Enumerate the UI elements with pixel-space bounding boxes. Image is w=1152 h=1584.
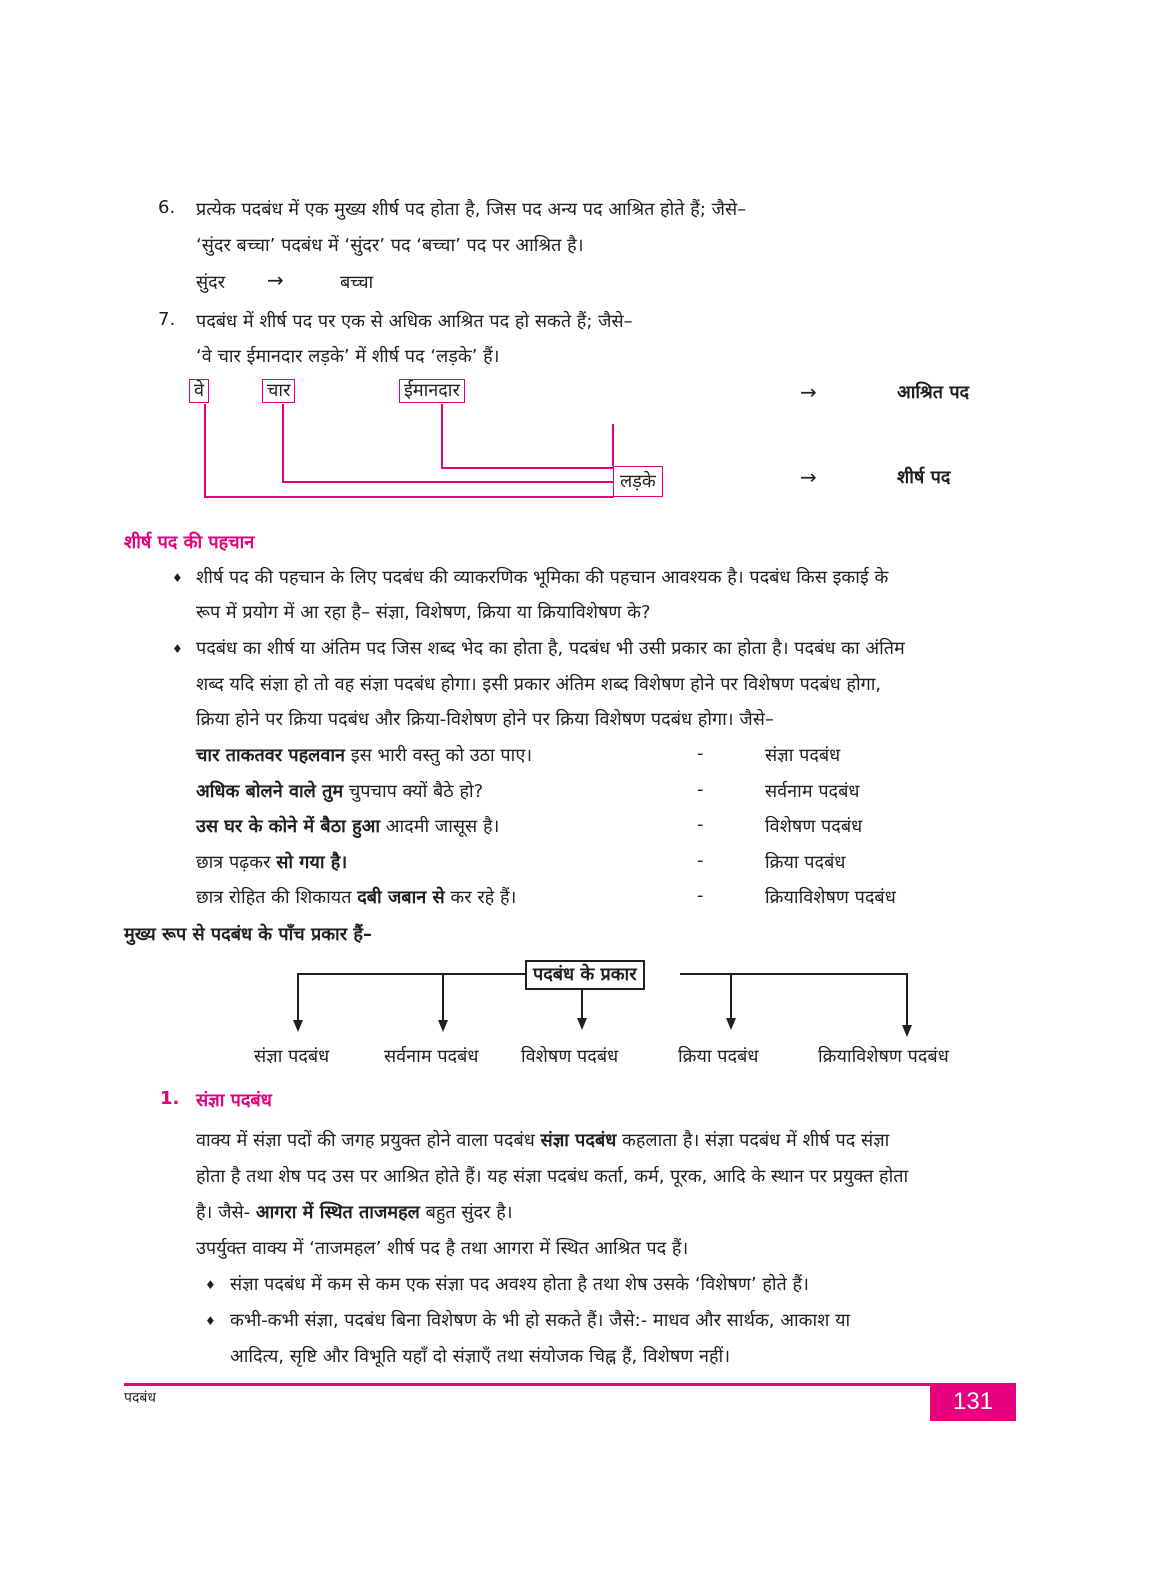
arrow-down-icon <box>726 1018 736 1030</box>
tree-leaf: संज्ञा पदबंध <box>254 1046 330 1067</box>
tree-leaf: क्रियाविशेषण पदबंध <box>818 1046 949 1067</box>
tree-root-box: पदबंध के प्रकार <box>525 960 645 990</box>
term-highlight: संज्ञा पदबंध <box>540 1130 617 1151</box>
page-number: 131 <box>930 1383 1016 1421</box>
phrase-type: विशेषण पदबंध <box>765 816 863 837</box>
tree-branch-line <box>730 973 732 1023</box>
arrow-down-icon <box>293 1020 303 1032</box>
phrase-highlight: सो गया है। <box>276 852 348 873</box>
paragraph-line: संज्ञा पदबंध में कम से कम एक संज्ञा पद अवश्य होता है तथा शेष उसके ‘विशेषण’ होते हैं। <box>230 1274 809 1295</box>
dependent-word-box: चार <box>262 379 295 403</box>
arrow-right-icon: → <box>800 380 817 404</box>
dependent-label: आश्रित पद <box>897 382 970 403</box>
connector-line <box>441 404 443 468</box>
example-sentence <box>196 850 347 874</box>
phrase-highlight: अधिक बोलने वाले तुम <box>196 781 344 802</box>
paragraph-line: रूप में प्रयोग में आ रहा है– संज्ञा, विशेषण, क्रिया या क्रियाविशेषण के? <box>196 602 651 623</box>
text-run: है। जैसे- <box>196 1202 256 1223</box>
example-dash: - <box>697 850 704 871</box>
example-dash: - <box>697 885 704 906</box>
point-7-text: पदबंध में शीर्ष पद पर एक से अधिक आश्रित पद हो सकते हैं; जैसे– <box>196 311 633 332</box>
connector-line <box>204 496 614 498</box>
footer-chapter: पदबंध <box>124 1390 156 1406</box>
sentence-rest: चुपचाप क्यों बैठे हो? <box>343 781 484 802</box>
arrow-down-icon <box>902 1025 912 1037</box>
bullet-diamond-icon: ♦ <box>172 642 183 656</box>
point-number: 6. <box>158 197 176 218</box>
bullet-diamond-icon: ♦ <box>205 1314 216 1328</box>
arrow-right-icon: → <box>800 465 817 489</box>
footer-rule <box>124 1383 930 1386</box>
point-6-text: प्रत्येक पदबंध में एक मुख्य शीर्ष पद होता है, जिस पद अन्य पद आश्रित होते हैं; जैसे– <box>196 199 747 220</box>
paragraph-line: क्रिया होने पर क्रिया पदबंध और क्रिया-विशेषण होने पर क्रिया विशेषण पदबंध होगा। जैसे– <box>196 709 774 730</box>
text-run: कहलाता है। संज्ञा पदबंध में शीर्ष पद संज्ञा <box>616 1130 890 1151</box>
text-run: वाक्य में संज्ञा पदों की जगह प्रयुक्त होने वाला पदबंध <box>196 1130 541 1151</box>
text-run: बहुत सुंदर है। <box>419 1202 513 1223</box>
section-heading: संज्ञा पदबंध <box>196 1090 272 1111</box>
tree-leaf: विशेषण पदबंध <box>521 1046 619 1067</box>
dependent-word-box: वे <box>189 379 209 403</box>
paragraph-line: होता है तथा शेष पद उस पर आश्रित होते हैं। यह संज्ञा पदबंध कर्ता, कर्म, पूरक, आदि के स्थान पर प्रयुक्त होता <box>196 1166 909 1187</box>
point-6-example: ‘सुंदर बच्चा’ पदबंध में ‘सुंदर’ पद ‘बच्चा’ पद पर आश्रित है। <box>196 235 584 256</box>
example-sentence <box>196 779 483 803</box>
phrase-type: क्रियाविशेषण पदबंध <box>765 887 896 908</box>
phrase-highlight: आगरा में स्थित ताजमहल <box>255 1202 420 1223</box>
connector-line <box>282 404 284 482</box>
dependent-word-box: ईमानदार <box>399 379 465 403</box>
head-label: शीर्ष पद <box>897 467 951 488</box>
tree-branch-line <box>680 973 908 975</box>
paragraph-line: पदबंध का शीर्ष या अंतिम पद जिस शब्द भेद का होता है, पदबंध भी उसी प्रकार का होता है। पदबंध का अंतिम <box>196 638 905 659</box>
sentence-start: छात्र पढ़कर <box>196 852 277 873</box>
connector-line <box>441 467 614 469</box>
tree-branch-line <box>297 973 299 1025</box>
arrow-right-icon: → <box>267 268 284 292</box>
example-head-word: बच्चा <box>340 272 374 293</box>
example-dash: - <box>697 743 704 764</box>
section-number: 1. <box>160 1088 180 1109</box>
example-sentence <box>196 814 499 838</box>
arrow-down-icon <box>577 1018 587 1030</box>
tree-branch-line <box>906 973 908 1027</box>
sentence-start: छात्र रोहित की शिकायत <box>196 887 358 908</box>
example-sentence <box>196 885 516 909</box>
paragraph-line <box>196 1128 889 1152</box>
paragraph-line: कभी-कभी संज्ञा, पदबंध बिना विशेषण के भी हो सकते हैं। जैसे:- माधव और सार्थक, आकाश या <box>230 1310 851 1331</box>
point-7-example: ‘वे चार ईमानदार लड़के’ में शीर्ष पद ‘लड़के’ हैं। <box>196 346 500 367</box>
example-dash: - <box>697 814 704 835</box>
tree-leaf: क्रिया पदबंध <box>678 1046 759 1067</box>
example-dependent-word: सुंदर <box>196 272 226 293</box>
paragraph-line: शब्द यदि संज्ञा हो तो वह संज्ञा पदबंध होगा। इसी प्रकार अंतिम शब्द विशेषण होने पर विशेषण पदबंध होगा, <box>196 674 882 695</box>
paragraph-line: आदित्य, सृष्टि और विभूति यहाँ दो संज्ञाएँ तथा संयोजक चिह्न हैं, विशेषण नहीं। <box>230 1346 731 1367</box>
tree-branch-line <box>297 973 525 975</box>
bullet-diamond-icon: ♦ <box>205 1278 216 1292</box>
connector-line <box>204 404 206 497</box>
sentence-rest: कर रहे हैं। <box>444 887 517 908</box>
phrase-type: संज्ञा पदबंध <box>765 745 841 766</box>
paragraph-line <box>196 1200 513 1224</box>
connector-line <box>612 424 614 466</box>
phrase-highlight: दबी जबान से <box>357 887 445 908</box>
phrase-highlight: उस घर के कोने में बैठा हुआ <box>196 816 381 837</box>
types-heading: मुख्य रूप से पदबंध के पाँच प्रकार हैं– <box>124 924 372 945</box>
section-heading: शीर्ष पद की पहचान <box>124 532 255 553</box>
phrase-type: क्रिया पदबंध <box>765 852 846 873</box>
point-number: 7. <box>158 309 176 330</box>
paragraph-line: उपर्युक्त वाक्य में ‘ताजमहल’ शीर्ष पद है तथा आगरा में स्थित आश्रित पद हैं। <box>196 1238 689 1259</box>
paragraph-line: शीर्ष पद की पहचान के लिए पदबंध की व्याकरणिक भूमिका की पहचान आवश्यक है। पदबंध किस इकाई के <box>196 567 889 588</box>
sentence-rest: इस भारी वस्तु को उठा पाए। <box>345 745 533 766</box>
bullet-diamond-icon: ♦ <box>172 571 183 585</box>
example-dash: - <box>697 779 704 800</box>
phrase-type: सर्वनाम पदबंध <box>765 781 860 802</box>
tree-leaf: सर्वनाम पदबंध <box>384 1046 479 1067</box>
tree-branch-line <box>442 973 444 1025</box>
arrow-down-icon <box>438 1020 448 1032</box>
phrase-highlight: चार ताकतवर पहलवान <box>196 745 346 766</box>
head-word-box: लड़के <box>613 466 663 497</box>
tree-branch-line <box>581 988 583 1020</box>
example-sentence <box>196 743 532 767</box>
connector-line <box>282 481 614 483</box>
sentence-rest: आदमी जासूस है। <box>380 816 500 837</box>
